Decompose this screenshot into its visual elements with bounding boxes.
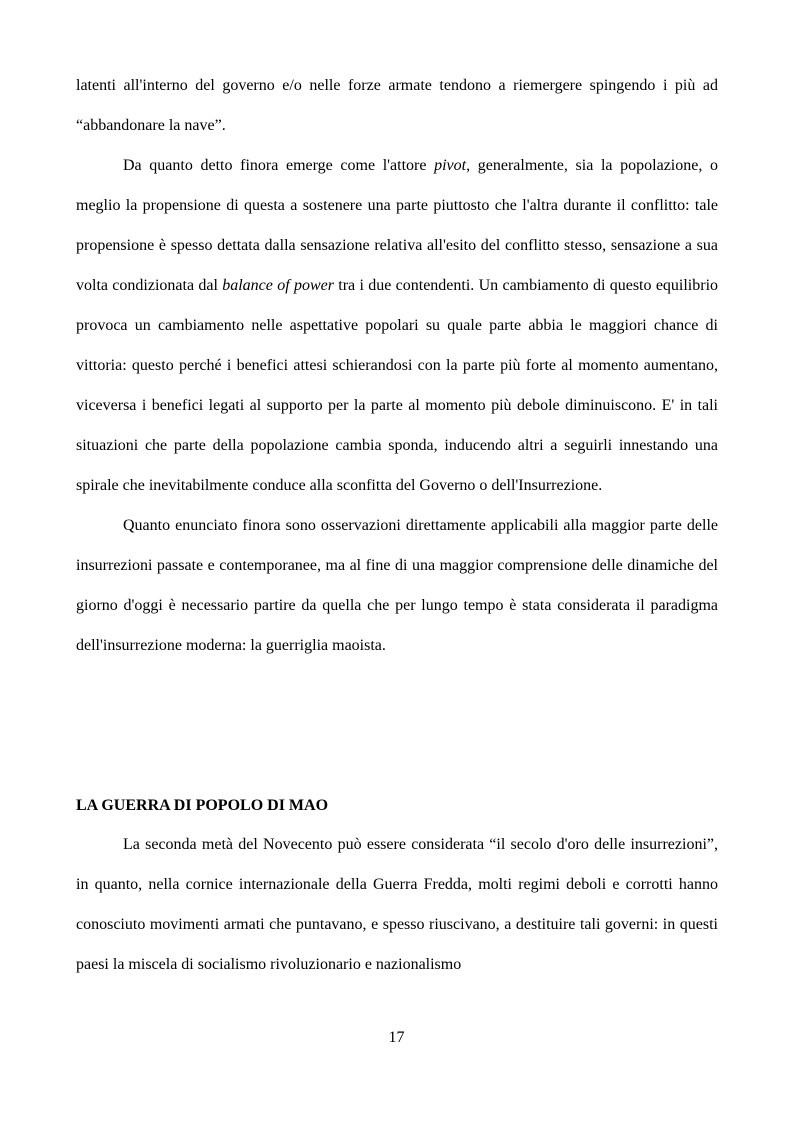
paragraph-novecento: La seconda metà del Novecento può essere considerata “il secolo d'oro delle insurrezioni”, in quanto, nella cornice internazionale della Guerra Fredda, molti regimi deboli e corrotti hanno conosciuto movimenti armati che puntavano, e spesso riuscivano, a destituire tali governi: in questi paesi la miscela di socialismo rivoluzionario e nazionalismo [76,836,718,973]
paragraph-pivot [76,146,718,506]
page-number: 17 [388,1029,405,1046]
paragraph-continued: latenti all'interno del governo e/o nelle forze armate tendono a riemergere spingendo i più ad “abbandonare la nave”. [76,77,718,134]
paragraph-pivot-text-3: tra i due contendenti. Un cambiamento di questo equilibrio provoca un cambiamento nelle aspettative popolari su quale parte abbia le maggiori chance di vittoria: questo perché i benefici attesi schierandosi con la parte più forte al momento aumentano, viceversa i benefici legati al supporto per la parte al momento più debole diminuiscono. E' in tali situazioni che parte della popolazione cambia sponda, inducendo altri a seguirli innestando una spirale che inevitabilmente conduce alla sconfitta del Governo o dell'Insurrezione. [76,277,719,494]
body-text-section-1 [76,66,718,666]
balance-of-power-term: balance of power [222,277,334,294]
paragraph-pivot-text-1: Da quanto detto finora emerge come l'attore [123,157,435,174]
pivot-term: pivot [434,157,467,174]
paragraph-paradigm: Quanto enunciato finora sono osservazioni direttamente applicabili alla maggior parte delle insurrezioni passate e contemporanee, ma al fine di una maggior comprensione delle dinamiche del giorno d'oggi è necessario partire da quella che per lungo tempo è stata considerata il paradigma dell'insurrezione moderna: la guerriglia maoista. [76,517,718,654]
body-text-section-2 [76,825,718,985]
paragraph-pivot-text-2: , generalmente, sia la popolazione, o meglio la propensione di questa a sostenere una parte piuttosto che l'altra durante il conflitto: tale propensione è spesso dettata dalla sensazione relativa all'esito del conflitto stesso, sensazione a sua volta condizionata dal [76,157,718,294]
section-heading: LA GUERRA DI POPOLO DI MAO [76,797,329,814]
